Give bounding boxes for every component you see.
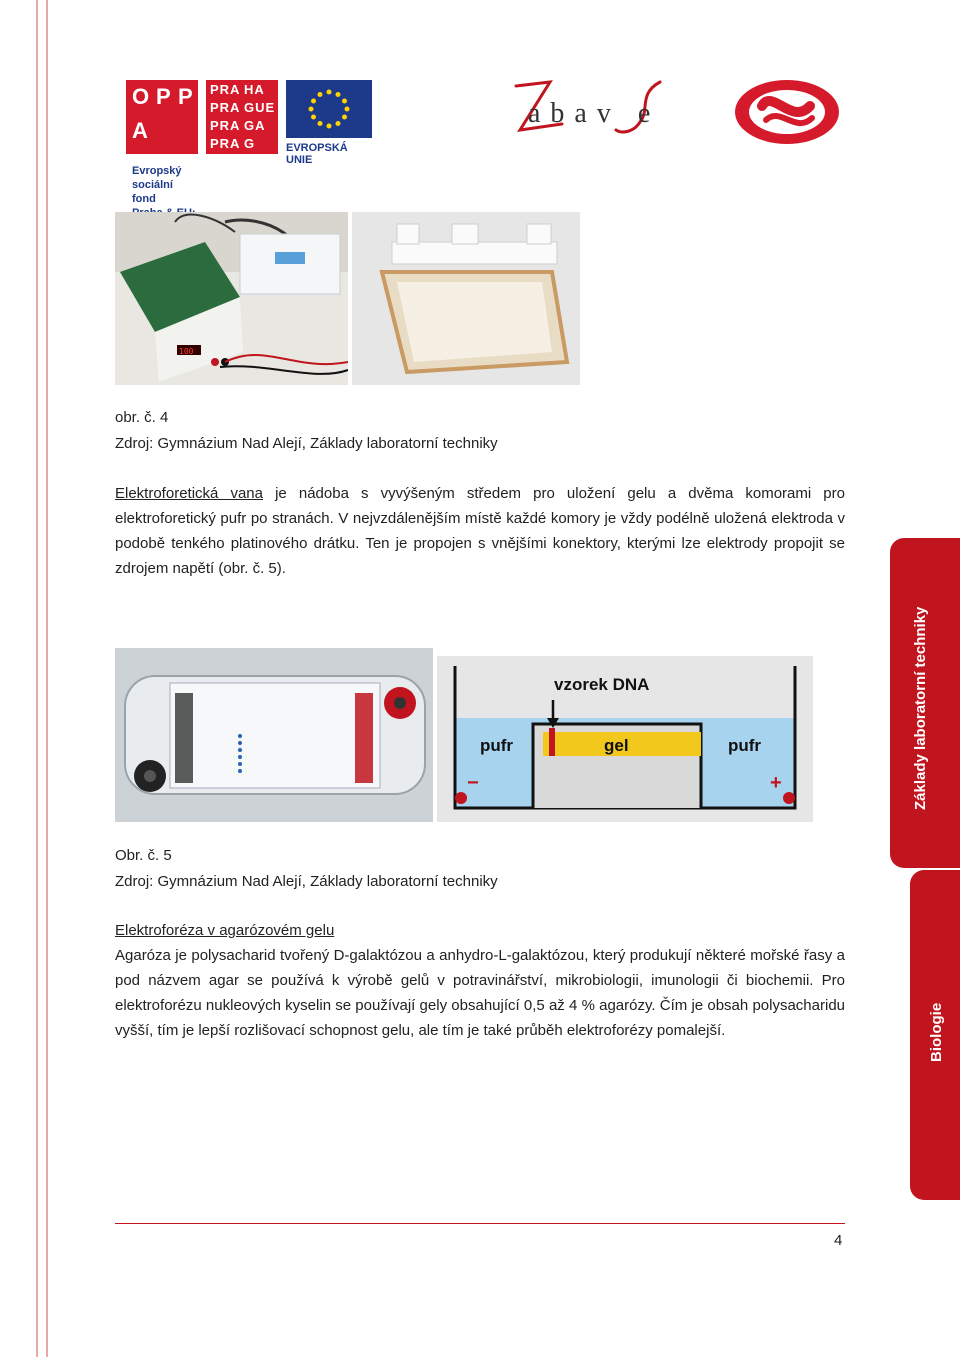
- comb-tray-photo: [352, 212, 580, 385]
- power-supply-photo: [115, 212, 348, 385]
- diagram-title: vzorek DNA: [554, 675, 650, 694]
- header-logos: [120, 70, 860, 205]
- oppa-letter-p1: P: [156, 84, 175, 109]
- margin-line-left: [36, 0, 38, 1357]
- paragraph-elektroforeticka-vana: [115, 481, 845, 581]
- side-tab-zaklady-label: Základy laboratorní techniky: [912, 606, 929, 810]
- diagram-label-pufr-right: pufr: [728, 736, 762, 755]
- eu-flag: [286, 80, 372, 138]
- figure5-caption-source: Zdroj: Gymnázium Nad Alejí, Základy laboratorní techniky: [115, 873, 498, 890]
- oppa-letter-o: O: [132, 84, 154, 109]
- figure5-caption: [115, 843, 498, 895]
- esf-line-1: Evropský sociální fond: [132, 165, 182, 205]
- margin-line-left-2: [46, 0, 48, 1357]
- praha-word-1: PRA: [210, 82, 241, 97]
- section-heading: Elektroforéza v agarózovém gelu: [115, 922, 335, 939]
- page-number: 4: [834, 1232, 843, 1249]
- side-tab-zaklady: [890, 538, 960, 868]
- praha-word-6: GA: [244, 118, 266, 133]
- eu-label: EVROPSKÁ UNIE: [286, 142, 348, 166]
- praha-word-8: G: [244, 136, 256, 151]
- oppa-letter-p2: P: [178, 84, 197, 109]
- zabavse-text: abav e: [528, 98, 661, 129]
- section-body: Agaróza je polysacharid tvořený D-galaktózou a anhydro-L-galaktózou, který produkují některé mořské řasy a pod názvem agar se používá k výrobě gelů v potravinářství, mikrobiologii, imunologii či biochemii. Pro elektroforézu nukleových kyselin se používají gely obsahující 0,5 až 4 % agarózy. Čím je obsah polysacharidu vyšší, tím je lepší rozlišovací schopnost gelu, ale tím je také průběh elektroforézy pomalejší.: [115, 947, 845, 1039]
- diagram-label-pufr-left: pufr: [480, 736, 514, 755]
- gymnazium-logo-icon: [732, 76, 842, 148]
- figure4-caption-number: obr. č. 4: [115, 409, 169, 426]
- side-tab-biologie-label: Biologie: [928, 1002, 945, 1062]
- praha-word-5: PRA: [210, 118, 241, 133]
- paragraph-body: je nádoba s vyvýšeným středem pro uložení gelu a dvěma komorami pro elektroforetický pufr po stranách. V nejvzdálenějším místě každé komory je vždy podélně uložená elektroda v podobě tenkého platinového drátku. Ten je propojen s vnějšími konektory, kterými lze elektrody propojit se zdrojem napětí (obr. č. 5).: [115, 485, 845, 577]
- praha-logo: [206, 80, 278, 154]
- electrophoresis-tank-photo: [115, 648, 433, 822]
- praha-word-3: PRA: [210, 100, 241, 115]
- section-agaroza: [115, 918, 845, 1043]
- figure4-caption-source: Zdroj: Gymnázium Nad Alejí, Základy laboratorní techniky: [115, 435, 498, 452]
- footer-rule: [115, 1223, 845, 1224]
- term-elektroforeticka-vana: Elektroforetická vana: [115, 485, 263, 502]
- diagram-plus-sign: +: [770, 772, 782, 794]
- praha-word-2: HA: [244, 82, 265, 97]
- svg-text:100: 100: [179, 347, 194, 356]
- diagram-label-gel: gel: [604, 736, 629, 755]
- praha-word-4: GUE: [244, 100, 276, 115]
- eu-stars-icon: [286, 80, 372, 138]
- praha-word-7: PRA: [210, 136, 241, 151]
- figure5-caption-number: Obr. č. 5: [115, 847, 172, 864]
- figure4-caption: [115, 405, 498, 457]
- diagram-minus-sign: −: [467, 772, 479, 794]
- oppa-letter-a: A: [132, 118, 152, 143]
- side-tab-biologie: [910, 870, 960, 1200]
